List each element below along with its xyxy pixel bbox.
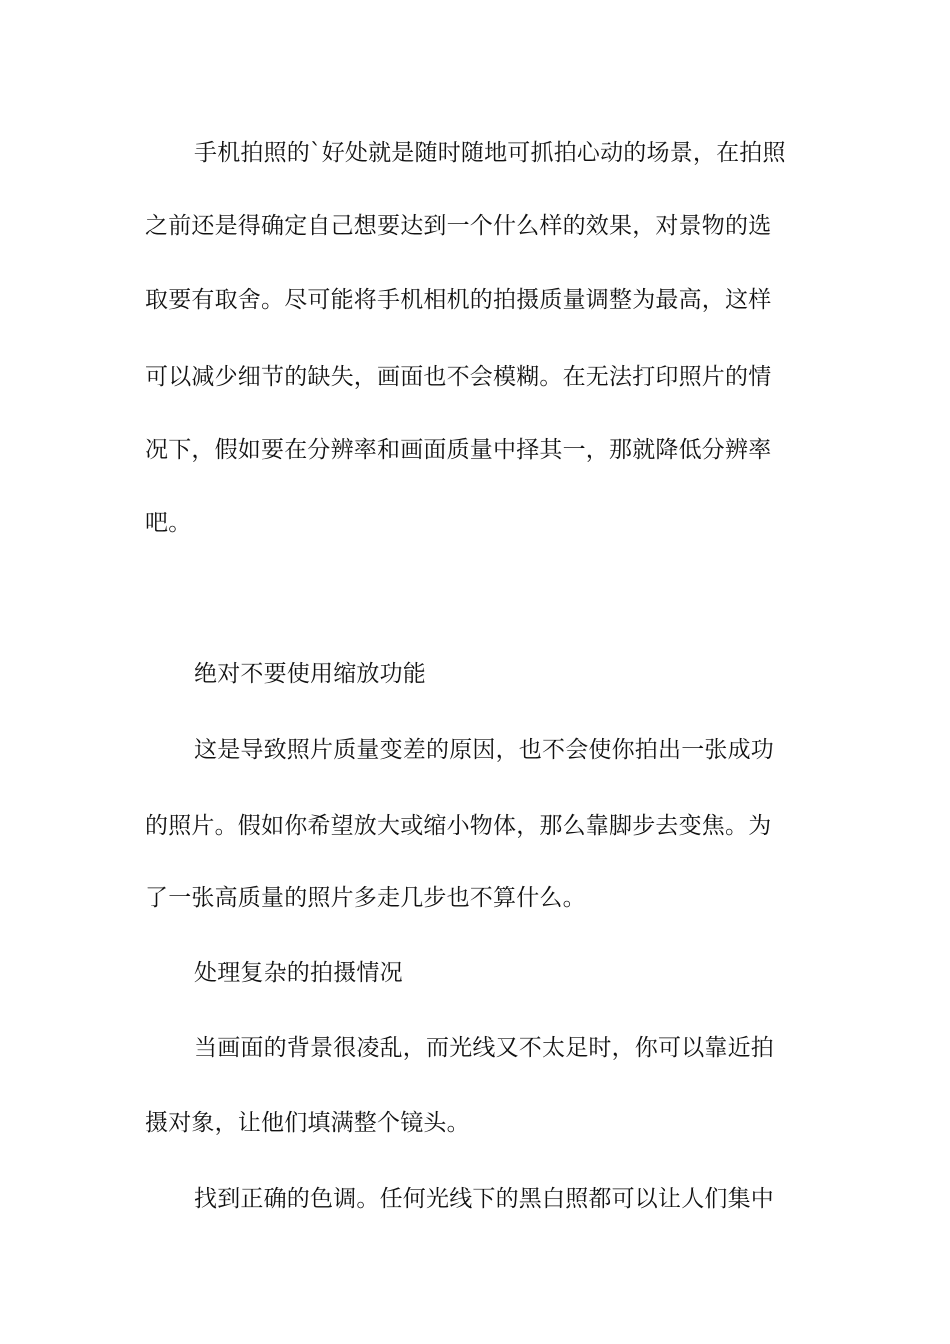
paragraph-2-line-1: 这是导致照片质量变差的原因，也不会使你拍出一张成功 — [194, 737, 774, 763]
paragraph-1-line-4: 可以减少细节的缺失，画面也不会模糊。在无法打印照片的情 — [145, 364, 772, 390]
paragraph-1-line-6: 吧。 — [145, 510, 192, 536]
paragraph-1-line-2: 之前还是得确定自己想要达到一个什么样的效果，对景物的选 — [145, 213, 772, 239]
section-heading-complex-shooting: 处理复杂的拍摄情况 — [194, 960, 403, 986]
paragraph-3-line-1: 当画面的背景很凌乱，而光线又不太足时，你可以靠近拍 — [194, 1035, 774, 1061]
paragraph-3-line-2: 摄对象，让他们填满整个镜头。 — [145, 1110, 470, 1136]
paragraph-1-line-1: 手机拍照的`好处就是随时随地可抓拍心动的场景，在拍照 — [194, 140, 786, 166]
paragraph-1-line-5: 况下，假如要在分辨率和画面质量中择其一，那就降低分辨率 — [145, 437, 772, 463]
section-heading-zoom: 绝对不要使用缩放功能 — [194, 661, 426, 687]
paragraph-1-line-3: 取要有取舍。尽可能将手机相机的拍摄质量调整为最高，这样 — [145, 287, 772, 313]
paragraph-2-line-2: 的照片。假如你希望放大或缩小物体，那么靠脚步去变焦。为 — [145, 813, 772, 839]
paragraph-2-line-3: 了一张高质量的照片多走几步也不算什么。 — [145, 885, 586, 911]
paragraph-4-line-1: 找到正确的色调。任何光线下的黑白照都可以让人们集中 — [194, 1186, 774, 1212]
